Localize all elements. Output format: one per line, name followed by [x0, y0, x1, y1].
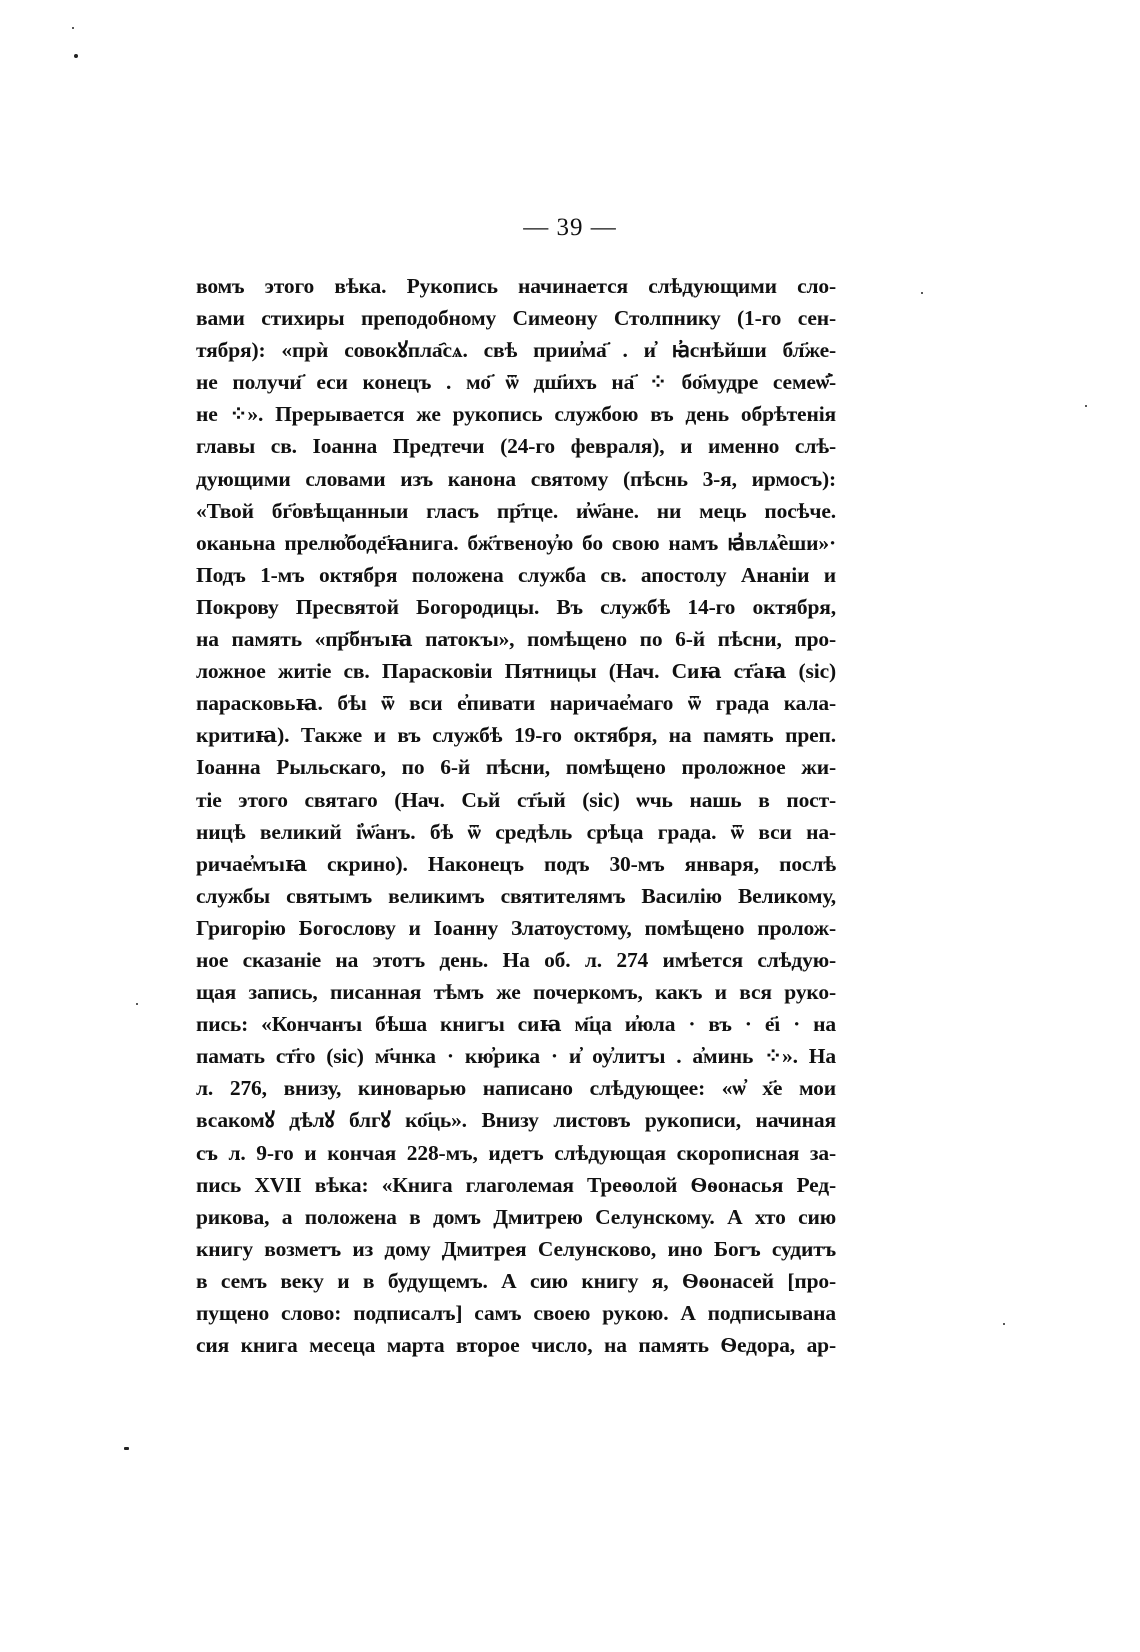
text-line: не получи҃ еси конецъ . мо҃ ѿ дш҃ихъ на҃ ⁘ бо҃мудре семеѡ҆҃-: [196, 370, 836, 395]
text-line: Іоанна Рыльскаго, по 6-й пѣсни, помѣщено проложное жи-: [196, 755, 836, 780]
text-line: оканьна прелю҆боде҃ꙗнига. бж҃твеноу҆ю бо свою намъ ꙗ҆влѧ҆ѐши»·: [196, 530, 836, 555]
text-line: «Твой бг҃овѣщанныи гласъ пр҃тце. и҆ѡ҃ане. ни мець посѣче.: [196, 498, 836, 523]
scan-speck: [124, 1447, 129, 1450]
text-line: рикова, а положена в домъ Дмитрею Селунскому. А хто сию: [196, 1204, 836, 1229]
text-line: книгу возметъ из дому Дмитрея Селунсково, ино Богъ судитъ: [196, 1236, 836, 1261]
text-line: дующими словами изъ канона святому (пѣснь 3-я, ирмосъ):: [196, 466, 836, 491]
page-number: — 39 —: [523, 214, 617, 241]
text-line: тіе этого святаго (Нач. Сьй ст҃ый (sic) ѡчь нашь в пост-: [196, 787, 836, 812]
text-line: ницѣ великий і҆ѡ҃анъ. бѣ ѿ средѣль срѣца града. ѿ вси на-: [196, 819, 836, 844]
text-line: всакомꙋ дѣлꙋ блгꙋ ко҃ць». Внизу листовъ рукописи, начиная: [196, 1108, 836, 1133]
text-line: в семъ веку и в будущемъ. А сию книгу я, Ѳѳонасей [про-: [196, 1268, 836, 1293]
body-text: [196, 270, 836, 1361]
text-line: съ л. 9-го и кончая 228-мъ, идетъ слѣдующая скорописная за-: [196, 1140, 836, 1165]
text-line: Покрову Пресвятой Богородицы. Въ службѣ 14-го октября,: [196, 594, 836, 619]
text-line: вами стихиры преподобному Симеону Столпнику (1-го сен-: [196, 306, 836, 331]
text-line: щая запись, писанная тѣмъ же почеркомъ, какъ и вся руко-: [196, 980, 836, 1005]
scan-speck: [921, 292, 923, 294]
text-line: вомъ этого вѣка. Рукопись начинается слѣдующими сло-: [196, 274, 836, 298]
text-line: ричае҆мъıꙗ скрино). Наконецъ подъ 30-мъ января, послѣ: [196, 851, 836, 876]
text-line: ное сказаніе на этотъ день. На об. л. 274 имѣется слѣдую-: [196, 947, 836, 972]
text-line: на память «пр҃бнъıꙗ патокъı», помѣщено по 6-й пѣсни, про-: [196, 627, 836, 652]
text-line: критиꙗ). Также и въ службѣ 19-го октября, на память преп.: [196, 723, 836, 748]
text-line: пущено слово: подписалъ] самъ своею рукою. А подписывана: [196, 1301, 836, 1325]
text-line: ложное житіе св. Парасковіи Пятницы (Нач. Сиꙗ ст҃аꙗ (sic): [196, 659, 836, 684]
text-line: Подъ 1-мъ октября положена служба св. апостолу Ананіи и: [196, 562, 836, 587]
text-line: службы святымъ великимъ святителямъ Василію Великому,: [196, 883, 836, 908]
scan-speck: [1003, 1323, 1005, 1325]
text-line: тября): «прѝ совокꙋпла҄сѧ. свѣ прии҆ма҃ . и҆ ꙗ҆снѣйши бл҃же-: [196, 338, 836, 363]
text-line: парасковьꙗ. бѣı ѿ вси е҆пивати наричае҆маго ѿ града кала-: [196, 691, 836, 716]
text-line: л. 276, внизу, киноварью написано слѣдующее: «ѡ҆ х҃е мои: [196, 1076, 836, 1101]
text-line: главы св. Іоанна Предтечи (24-го февраля), и именно слѣ-: [196, 434, 836, 459]
text-line: пись: «Кончанъı бѣша книгъı сиꙗ м҃ца и҆юла · въ · е҃ı · на: [196, 1012, 836, 1037]
text-line: не ⁘». Прерывается же рукопись службою въ день обрѣтенія: [196, 402, 836, 427]
scan-speck: [74, 54, 78, 58]
text-line: пись XVII вѣка: «Книга глаголемая Треѳолой Ѳѳонасья Ред-: [196, 1172, 836, 1197]
scan-speck: [1085, 405, 1087, 407]
text-line: Григорію Богослову и Іоанну Златоустому, помѣщено пролож-: [196, 915, 836, 940]
text-line: сия книга месеца марта второе число, на память Ѳедора, ар-: [196, 1333, 836, 1358]
scan-speck: [136, 1003, 138, 1005]
scan-speck: [72, 27, 74, 29]
text-line: памать ст҃го (sic) м҃чнка · кю҆рика · и҆ оу҆литъı . а҆минь ⁘». На: [196, 1044, 836, 1069]
